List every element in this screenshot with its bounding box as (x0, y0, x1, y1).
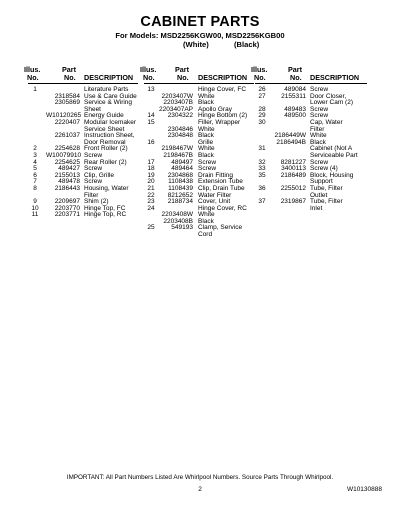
part-description: Black (198, 151, 214, 159)
part-description: Cabinet (Not A (310, 145, 353, 153)
part-description: White (310, 132, 327, 140)
part-number: 2198467W (161, 145, 193, 153)
part-number: 8212652 (167, 191, 193, 199)
part-number: 2304868 (167, 171, 193, 179)
part-number: 2209697 (54, 198, 80, 206)
model-numbers: For Models: MSD2256KGW00, MSD2256KGB00 (115, 31, 285, 40)
part-description: Tube, Filter (310, 184, 343, 192)
part-number: 489500 (284, 112, 306, 120)
illus-number: 16 (147, 138, 155, 146)
part-number: 2186494B (276, 138, 306, 146)
part-description: Grille (198, 138, 214, 146)
parts-column-3 (251, 65, 367, 212)
part-number: 2261037 (54, 132, 80, 140)
part-description: White (198, 211, 215, 219)
illus-number: 10 (31, 204, 39, 212)
illus-number: 30 (258, 118, 266, 126)
table-row (28, 212, 138, 219)
part-number: 489084 (284, 86, 306, 93)
part-description: Black (198, 132, 214, 140)
illus-number: 8 (33, 184, 37, 192)
color-white: (White) (183, 40, 209, 49)
part-description: Literature Parts (84, 86, 129, 93)
part-number: 2198467B (163, 151, 193, 159)
part-description: Front Roller (2) (84, 145, 128, 153)
illus-number: 11 (31, 211, 39, 219)
illus-number: 27 (258, 92, 266, 100)
part-description: Shim (2) (84, 198, 109, 206)
part-number: 3400113 (281, 165, 306, 173)
part-description: Instruction Sheet, (84, 132, 135, 140)
footer-note: IMPORTANT: All Part Numbers Listed Are Whirlpool Numbers. Source Parts Through Whirlpool. (66, 474, 334, 481)
illus-number: 28 (258, 105, 266, 113)
header-illus: Illus. (251, 65, 268, 74)
part-description: Block, Housing (310, 171, 354, 179)
table-row (255, 146, 367, 159)
part-description: Hinge Top, RC (84, 211, 127, 219)
illus-number: 18 (147, 165, 155, 173)
part-number: 489478 (58, 178, 80, 186)
header-description: DESCRIPTION (198, 73, 248, 82)
part-number: W10079910 (46, 151, 82, 159)
part-description: Door Closer, (310, 92, 347, 100)
part-description: Extension Tube (198, 178, 243, 186)
document-number: W10130888 (346, 486, 382, 493)
illus-number: 21 (147, 184, 155, 192)
part-number: 489464 (171, 165, 193, 173)
part-number: 2203771 (54, 211, 80, 219)
illus-number: 19 (147, 171, 155, 179)
part-description: Screw (310, 158, 329, 166)
part-description: Cap, Water (310, 118, 343, 126)
part-description: Screw (198, 165, 217, 173)
part-description: Filler, Wrapper (198, 118, 241, 126)
part-description: Clamp, Service (198, 224, 243, 232)
header-part: Part (288, 65, 302, 74)
illus-number: 26 (258, 86, 266, 93)
column-header (24, 65, 138, 83)
illus-number: 13 (147, 86, 155, 93)
illus-number: 20 (147, 178, 155, 186)
part-description: Inlet (310, 204, 323, 212)
part-description: Drain Fitting (198, 171, 234, 179)
part-description: Filter (310, 125, 325, 133)
part-description: Rear Roller (2) (84, 158, 127, 166)
part-description: Clip, Grille (84, 171, 114, 179)
part-description: Use & Care Guide (84, 92, 137, 100)
header-illus: Illus. (140, 65, 157, 74)
part-description: Black (198, 99, 214, 107)
part-description: Hinge Top, FC (84, 204, 126, 212)
header-rule (255, 83, 367, 84)
table-row (144, 225, 254, 238)
header-part-no: No. (290, 73, 302, 82)
part-number: 1108438 (168, 178, 193, 186)
part-number: 2304322 (167, 112, 193, 120)
part-description: Clip, Drain Tube (198, 184, 245, 192)
part-description: Screw (84, 151, 103, 159)
illus-number: 2 (33, 145, 37, 153)
illus-number: 5 (33, 165, 37, 173)
part-description: Door Removal (84, 138, 126, 146)
part-description: Screw (84, 165, 103, 173)
part-number: 2203407W (161, 92, 193, 100)
header-rule (28, 83, 138, 84)
table-row (28, 160, 138, 167)
header-description: DESCRIPTION (310, 73, 360, 82)
part-number: 2304846 (167, 125, 193, 133)
illus-number: 14 (147, 112, 155, 120)
illus-number: 4 (33, 158, 37, 166)
header-illus-no: No. (254, 73, 266, 82)
part-number: 2186449W (274, 132, 306, 140)
column-header (140, 65, 254, 83)
header-part-no: No. (64, 73, 76, 82)
part-description: Black (198, 217, 214, 225)
part-number: 2203407B (163, 99, 193, 107)
parts-column-2 (140, 65, 254, 239)
parts-column-1 (24, 65, 138, 219)
part-description: Hinge Cover, FC (198, 86, 247, 93)
illus-number: 1 (33, 86, 37, 93)
illus-number: 37 (258, 198, 266, 206)
part-description: Water Filter (198, 191, 232, 199)
part-description: Cover, Unit (198, 198, 231, 206)
part-number: 2186489 (280, 171, 306, 179)
illus-number: 33 (258, 165, 266, 173)
part-description: Filter (84, 191, 99, 199)
part-number: 2203770 (54, 204, 80, 212)
part-number: 2255012 (280, 184, 306, 192)
part-number: 489483 (284, 105, 306, 113)
part-description: Housing, Water (84, 184, 129, 192)
part-number: 2305869 (54, 99, 80, 107)
part-description: Screw (84, 178, 103, 186)
illus-number: 25 (147, 224, 155, 232)
page-number: 2 (198, 486, 202, 493)
part-number: 2203408B (163, 217, 193, 225)
illus-number: 15 (147, 118, 155, 126)
header-part: Part (62, 65, 76, 74)
illus-number: 29 (258, 112, 266, 120)
illus-number: 3 (33, 151, 37, 159)
part-number: 8281227 (280, 158, 306, 166)
part-number: 2155013 (54, 171, 80, 179)
illus-number: 6 (33, 171, 37, 179)
part-description: Support (310, 178, 333, 186)
part-description: Screw (4) (310, 165, 338, 173)
part-number: 2319867 (280, 198, 306, 206)
part-description: Modular Icemaker (84, 118, 137, 126)
part-description: Service & Wiring (84, 99, 133, 107)
header-description: DESCRIPTION (84, 73, 134, 82)
part-description: Screw (198, 158, 217, 166)
part-number: 2220407 (54, 118, 80, 126)
illus-number: 23 (147, 198, 155, 206)
part-number: 2318584 (54, 92, 80, 100)
illus-number: 9 (33, 198, 37, 206)
table-row (255, 173, 367, 186)
page-title: CABINET PARTS (140, 14, 260, 30)
illus-number: 36 (258, 184, 266, 192)
illus-number: 32 (258, 158, 266, 166)
part-description: Sheet (84, 105, 101, 113)
part-description: Screw (310, 112, 329, 120)
part-description: Screw (310, 105, 329, 113)
table-row (255, 94, 367, 107)
part-description: Tube, Filter (310, 198, 343, 206)
illus-number: 35 (258, 171, 266, 179)
part-description: White (198, 92, 215, 100)
part-number: 489427 (58, 165, 80, 173)
part-description: Black (310, 138, 326, 146)
part-number: 2304848 (167, 132, 193, 140)
table-row (28, 146, 138, 153)
part-description: Lower Cam (2) (310, 99, 353, 107)
part-number: 2186443 (54, 184, 80, 192)
header-part: Part (175, 65, 189, 74)
part-number: W10120265 (46, 112, 82, 120)
part-description: Service Sheet (84, 125, 125, 133)
part-description: Apollo Gray (198, 105, 232, 113)
part-description: Energy Guide (84, 112, 124, 120)
part-number: 2254625 (54, 158, 80, 166)
header-illus-no: No. (27, 73, 39, 82)
header-illus-no: No. (143, 73, 155, 82)
illus-number: 7 (33, 178, 37, 186)
part-description: Outlet (310, 191, 328, 199)
illus-number: 22 (147, 191, 155, 199)
part-description: Hinge Bottom (2) (198, 112, 248, 120)
part-number: 2188734 (167, 198, 193, 206)
header-illus: Illus. (24, 65, 41, 74)
part-number: 489497 (171, 158, 193, 166)
column-header (251, 65, 367, 83)
table-row (255, 199, 367, 212)
part-number: 2203407AP (159, 105, 193, 113)
part-number: 1108439 (168, 184, 193, 192)
header-rule (144, 83, 254, 84)
part-description: Screw (310, 86, 329, 93)
part-description: White (198, 145, 215, 153)
part-number: 2254628 (54, 145, 80, 153)
illus-number: 31 (258, 145, 266, 153)
part-number: 2203408W (161, 211, 193, 219)
table-row (28, 173, 138, 180)
part-description: White (198, 125, 215, 133)
illus-number: 24 (147, 204, 155, 212)
illus-number: 17 (147, 158, 155, 166)
header-part-no: No. (177, 73, 189, 82)
part-number: 549193 (171, 224, 193, 232)
part-number: 2155311 (281, 92, 306, 100)
part-description: Serviceable Part (310, 151, 358, 159)
table-row (28, 166, 138, 173)
color-black: (Black) (234, 40, 260, 49)
part-description: Hinge Cover, RC (198, 204, 247, 212)
part-description: Cord (198, 231, 213, 239)
table-row (28, 186, 138, 199)
